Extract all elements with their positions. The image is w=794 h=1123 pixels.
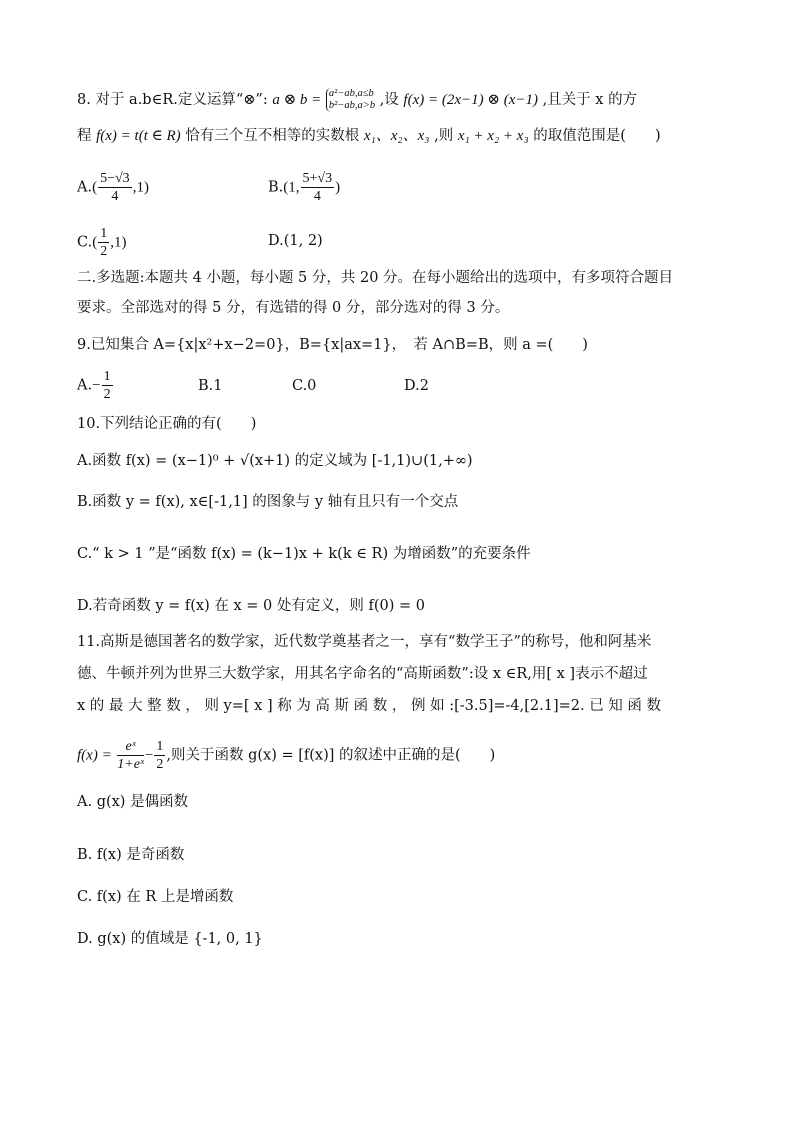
q9-option-d[interactable]: D.2 [404,378,429,394]
q8-stem-line2 [77,126,661,146]
q9-option-c[interactable]: C.0 [292,378,317,394]
q8-piecewise [326,88,375,112]
q11-option-d[interactable]: D. g(x) 的值域是 {-1, 0, 1} [77,931,263,947]
numerator: 1 [100,226,108,241]
minus-sign: − [92,377,101,394]
denominator: 4 [111,189,119,204]
q8-optB-head: (1, [283,179,300,196]
q8-fx-def: f(x) = (2x−1) ⊗ (x−1) [403,92,538,108]
q11-stem-line3: x 的 最 大 整 数 ， 则 y=[ x ] 称 为 高 斯 函 数 ， 例 如 :[-3.5]=-4,[2.1]=2. 已 知 函 数 [77,698,662,714]
section2-instructions-line2: 要求。全部选对的得 5 分，有选错的得 0 分，部分选对的得 3 分。 [77,300,510,316]
q11-stem-line4 [77,738,495,773]
q8-roots: x₁、x₂、x₃ [363,128,430,144]
option-label: C. [77,234,93,251]
q8-text: ,设 [379,92,399,108]
q8-text: ,且关于 x 的方 [542,92,638,108]
q11-stem-line1: 11.高斯是德国著名的数学家，近代数学奠基者之一，享有“数学王子”的称号，他和阿基米 [77,634,652,650]
q8-option-a[interactable]: A.( $\frac{5-√3}{4}$ ,1) [77,171,149,204]
q8-optA-tail: ,1) [132,179,149,196]
q10-option-b[interactable]: B.函数 y = f(x), x∈[-1,1] 的图象与 y 轴有且只有一个交点 [77,494,459,510]
q8-option-b[interactable] [268,170,340,205]
numerator: eˣ [117,738,144,756]
numerator: 1 [156,739,164,754]
q11-option-a[interactable]: A. g(x) 是偶函数 [77,794,189,810]
q10-stem: 10.下列结论正确的有( ) [77,416,257,432]
q8-stem-text: 8. 对于 a.b∈R.定义运算“⊗”: [77,92,268,108]
q9-option-a[interactable] [77,368,114,403]
numerator: 5+√3 [302,171,333,186]
q11-text: ,则关于函数 g(x) = [f(x)] 的叙述中正确的是( ) [166,747,496,764]
q8-optC-fraction [98,225,109,260]
q10-option-c[interactable]: C.“ k > 1 ”是“函数 f(x) = (k−1)x + k(k ∈ R) 为增函数”的充要条件 [77,546,531,562]
q11-fx-lhs: f(x) = [77,747,112,764]
q9-optA-fraction [102,368,113,403]
q8-sum: x₁ + x₂ + x₃ [457,128,529,144]
q8-operator-def: a ⊗ b = [272,92,322,108]
q8-case2: b²−ab,a>b [328,100,376,111]
q8-text: 程 [77,128,92,144]
denominator: 2 [156,757,164,772]
denominator: 1+eˣ [117,757,144,772]
minus-sign: − [144,747,154,764]
q11-frac-half [154,738,165,773]
q9-option-b[interactable]: B.1 [198,378,223,394]
q8-equation: f(x) = t(t ∈ R) [96,128,181,144]
denominator: 2 [103,387,111,402]
denominator: 4 [313,189,321,204]
q11-option-b[interactable]: B. f(x) 是奇函数 [77,847,185,863]
q8-text: ,则 [434,128,454,144]
option-label: A. [77,179,93,196]
q11-frac-exp [117,738,144,773]
q9-stem: 9.已知集合 A={x|x²+x−2=0}，B={x|ax=1}， 若 A∩B=B，则 a =( ) [77,337,588,353]
denominator: 2 [100,244,108,259]
q8-optB-tail: ) [335,179,341,196]
section2-instructions-line1: 二.多选题:本题共 4 小题，每小题 5 分，共 20 分。在每小题给出的选项中，有多项符合题目 [77,270,674,286]
q8-optB-fraction [301,170,335,205]
q8-text: 恰有三个互不相等的实数根 [185,128,360,144]
q8-case1: a²−ab,a≤b [328,88,374,99]
q8-optA-fraction [98,170,132,205]
q11-stem-line2: 德、牛顿并列为世界三大数学家，用其名字命名的“高斯函数”:设 x ∈R,用[ x ]表示不超过 [77,666,648,682]
q8-text: 的取值范围是( ) [533,128,661,144]
q8-optC-tail: ,1) [110,234,127,251]
q10-option-a[interactable]: A.函数 f(x) = (x−1)⁰ + √(x+1) 的定义域为 [-1,1)∪(1,+∞) [77,453,473,469]
q8-option-d[interactable]: D.(1, 2) [268,233,323,249]
q11-option-c[interactable]: C. f(x) 在 R 上是增函数 [77,889,234,905]
numerator: 1 [103,369,111,384]
q8-option-c[interactable]: C.( $\frac{1}{2}$ ,1) [77,226,127,259]
option-label: B. [268,179,284,196]
option-label: A. [77,377,93,394]
q8-stem-line1 [77,88,637,112]
numerator: 5−√3 [100,171,130,186]
q10-option-d[interactable]: D.若奇函数 y = f(x) 在 x = 0 处有定义，则 f(0) = 0 [77,598,425,614]
